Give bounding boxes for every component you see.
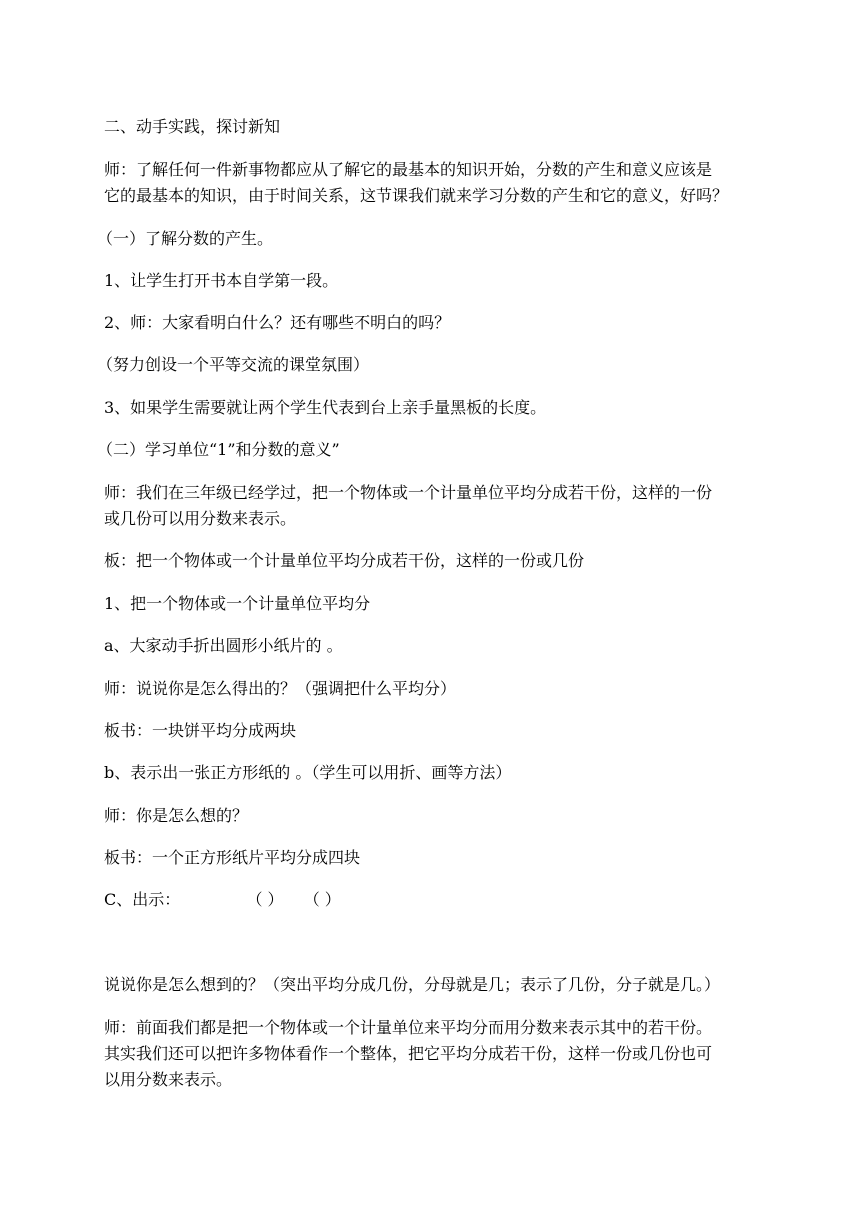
heading-part-one: （一）了解分数的产生。 [97,229,274,248]
heading-part-two: （二）学习单位“1”和分数的意义” [97,440,340,459]
paragraph-final-line-1: 师：前面我们都是把一个物体或一个计量单位来平均分而用分数来表示其中的若干份。 [104,1018,713,1037]
note-classroom-atmosphere: （努力创设一个平等交流的课堂氛围） [97,355,370,374]
item-a: a、大家动手折出圆形小纸片的 。 [104,636,343,655]
board-a: 板书：一块饼平均分成两块 [104,721,297,740]
sub-step-1: 1、把一个物体或一个计量单位平均分 [104,594,371,613]
paragraph-intro-line-1: 师：了解任何一件新事物都应从了解它的最基本的知识开始，分数的产生和意义应该是 [104,160,713,179]
board-definition: 板：把一个物体或一个计量单位平均分成若干份，这样的一份或几份 [104,551,585,570]
board-b: 板书：一个正方形纸片平均分成四块 [104,848,361,867]
question-b: 师：你是怎么想的？ [104,806,249,825]
paragraph-intro-line-2: 它的最基本的知识，由于时间关系，这节课我们就来学习分数的产生和它的意义，好吗？ [104,186,729,205]
step-2: 2、师：大家看明白什么？还有哪些不明白的吗？ [104,313,451,332]
item-c-blank-1: （ ） [246,890,284,909]
paragraph-teacher-line-1: 师：我们在三年级已经学过，把一个物体或一个计量单位平均分成若干份，这样的一份 [104,483,713,502]
question-a: 师：说说你是怎么得出的？（强调把什么平均分） [104,679,457,698]
paragraph-final-line-3: 以用分数来表示。 [104,1070,233,1089]
paragraph-final-line-2: 其实我们还可以把许多物体看作一个整体，把它平均分成若干份，这样一份或几份也可 [104,1044,713,1063]
step-3: 3、如果学生需要就让两个学生代表到台上亲手量黑板的长度。 [104,398,547,417]
section-title: 二、动手实践，探讨新知 [104,117,281,136]
item-c-blank-2: （ ） [303,890,341,909]
item-b: b、表示出一张正方形纸的 。（学生可以用折、画等方法） [104,763,512,782]
item-c [104,887,764,913]
step-1: 1、让学生打开书本自学第一段。 [104,271,339,290]
paragraph-think: 说说你是怎么想到的？（突出平均分成几份，分母就是几；表示了几份，分子就是几。） [104,975,721,994]
paragraph-teacher-line-2: 或几份可以用分数来表示。 [104,509,297,528]
item-c-label: C、出示： [104,890,181,909]
